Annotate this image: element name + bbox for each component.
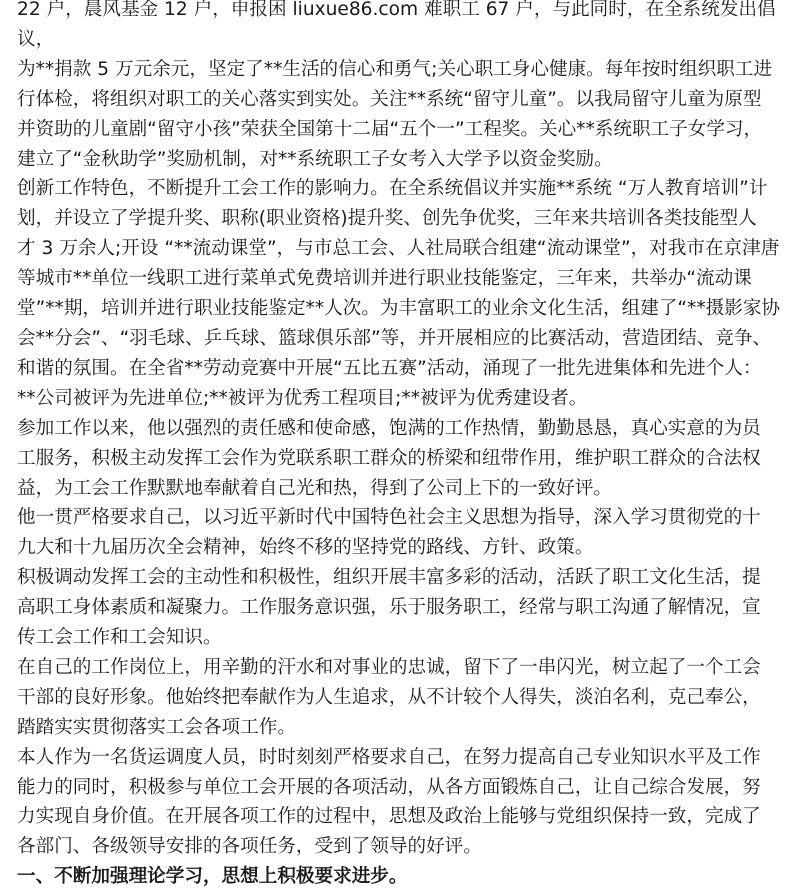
text-line: 并资助的儿童剧“留守小孩”荣获全国第十二届“五个一”工程奖。关心**系统职工子女学习，: [17, 118, 763, 140]
paragraph: [17, 174, 792, 413]
text-line: 能力的同时，积极参与单位工会开展的各项活动，从各方面锻炼自己，让自己综合发展，努: [17, 776, 761, 798]
text-line: 会**分会”、“羽毛球、乒乓球、篮球俱乐部”等，并开展相应的比赛活动，营造团结、竞争、: [17, 327, 772, 349]
text-line: 益，为工会工作默默地奉献着自己光和热，得到了公司上下的一致好评。: [17, 477, 613, 499]
text-line: 他一贯严格要求自己，以习近平新时代中国特色社会主义思想为指导，深入学习贯彻党的十: [17, 507, 761, 529]
paragraph: [17, 503, 792, 563]
text-line: 在自己的工作岗位上，用辛勤的汗水和对事业的忠诚，留下了一串闪光，树立起了一个工会: [17, 656, 761, 678]
text-line: 力实现自身价值。在开展各项工作的过程中，思想及政治上能够与党组织保持一致，完成了: [17, 806, 761, 828]
text-line: 建立了“金秋助学”奖励机制，对**系统职工子女考入大学予以资金奖励。: [17, 148, 613, 170]
text-line: 行体检，将组织对职工的关心落实到实处。关注**系统“留守儿童”。以我局留守儿童为原型: [17, 88, 762, 110]
text-line: 踏踏实实贯彻落实工会各项工作。: [17, 716, 296, 738]
text-line: 和谐的氛围。在全省**劳动竞赛中开展“五比五赛”活动，涌现了一批先进集体和先进个人：: [17, 357, 762, 379]
text-line: 才 3 万余人;开设 “**流动课堂”，与市总工会、人社局联合组建“流动课堂”，对我市在京津唐: [17, 238, 780, 260]
text-line: 九大和十九届历次全会精神，始终不移的坚持党的路线、方针、政策。: [17, 537, 594, 559]
text-line: 干部的良好形象。他始终把奉献作为人生追求，从不计较个人得失，淡泊名利，克己奉公，: [17, 686, 761, 708]
text-line: 为**捐款 5 万元余元，坚定了**生活的信心和勇气;关心职工身心健康。每年按时组织职工进: [17, 58, 773, 80]
document-body: [17, 0, 792, 892]
paragraph: [17, 653, 792, 743]
text-line: 等城市**单位一线职工进行菜单式免费培训并进行职业技能鉴定，三年来，共举办“流动课: [17, 268, 752, 290]
paragraph: [17, 743, 792, 863]
text-line: 高职工身体素质和凝聚力。工作服务意识强，乐于服务职工，经常与职工沟通了解情况，宣: [17, 597, 761, 619]
text-line: 参加工作以来，他以强烈的责任感和使命感，饱满的工作热情，勤勤恳恳，真心实意的为员: [17, 417, 761, 439]
text-line: 创新工作特色，不断提升工会工作的影响力。在全系统倡议并实施**系统 “万人教育培训”计: [17, 178, 768, 200]
text-line: 堂”**期，培训并进行职业技能鉴定**人次。为丰富职工的业余文化生活，组建了“**摄影家协: [17, 298, 781, 320]
text-line: 积极调动发挥工会的主动性和积极性，组织开展丰富多彩的活动，活跃了职工文化生活，提: [17, 567, 761, 589]
text-line: **公司被评为先进单位;**被评为优秀工程项目;**被评为优秀建设者。: [17, 387, 588, 409]
paragraph: [17, 414, 792, 504]
text-line: 传工会工作和工会知识。: [17, 627, 222, 649]
section-heading: 一、不断加强理论学习，思想上积极要求进步。: [17, 866, 408, 888]
text-line: 各部门、各级领导安排的各项任务，受到了领导的好评。: [17, 836, 482, 858]
text-line: 22 户，晨风基金 12 户，申报困 liuxue86.com 难职工 67 户，与此同时，在全系统发出倡议，: [17, 0, 776, 50]
text-line: 本人作为一名货运调度人员，时时刻刻严格要求自己，在努力提高自己专业知识水平及工作: [17, 746, 761, 768]
text-line: 划，并设立了学提升奖、职称(职业资格)提升奖、创先争优奖，三年来共培训各类技能型人: [17, 208, 757, 230]
text-line: 工服务，积极主动发挥工会作为党联系职工群众的桥梁和纽带作用，维护职工群众的合法权: [17, 447, 761, 469]
paragraph: [17, 0, 792, 174]
paragraph: [17, 563, 792, 653]
